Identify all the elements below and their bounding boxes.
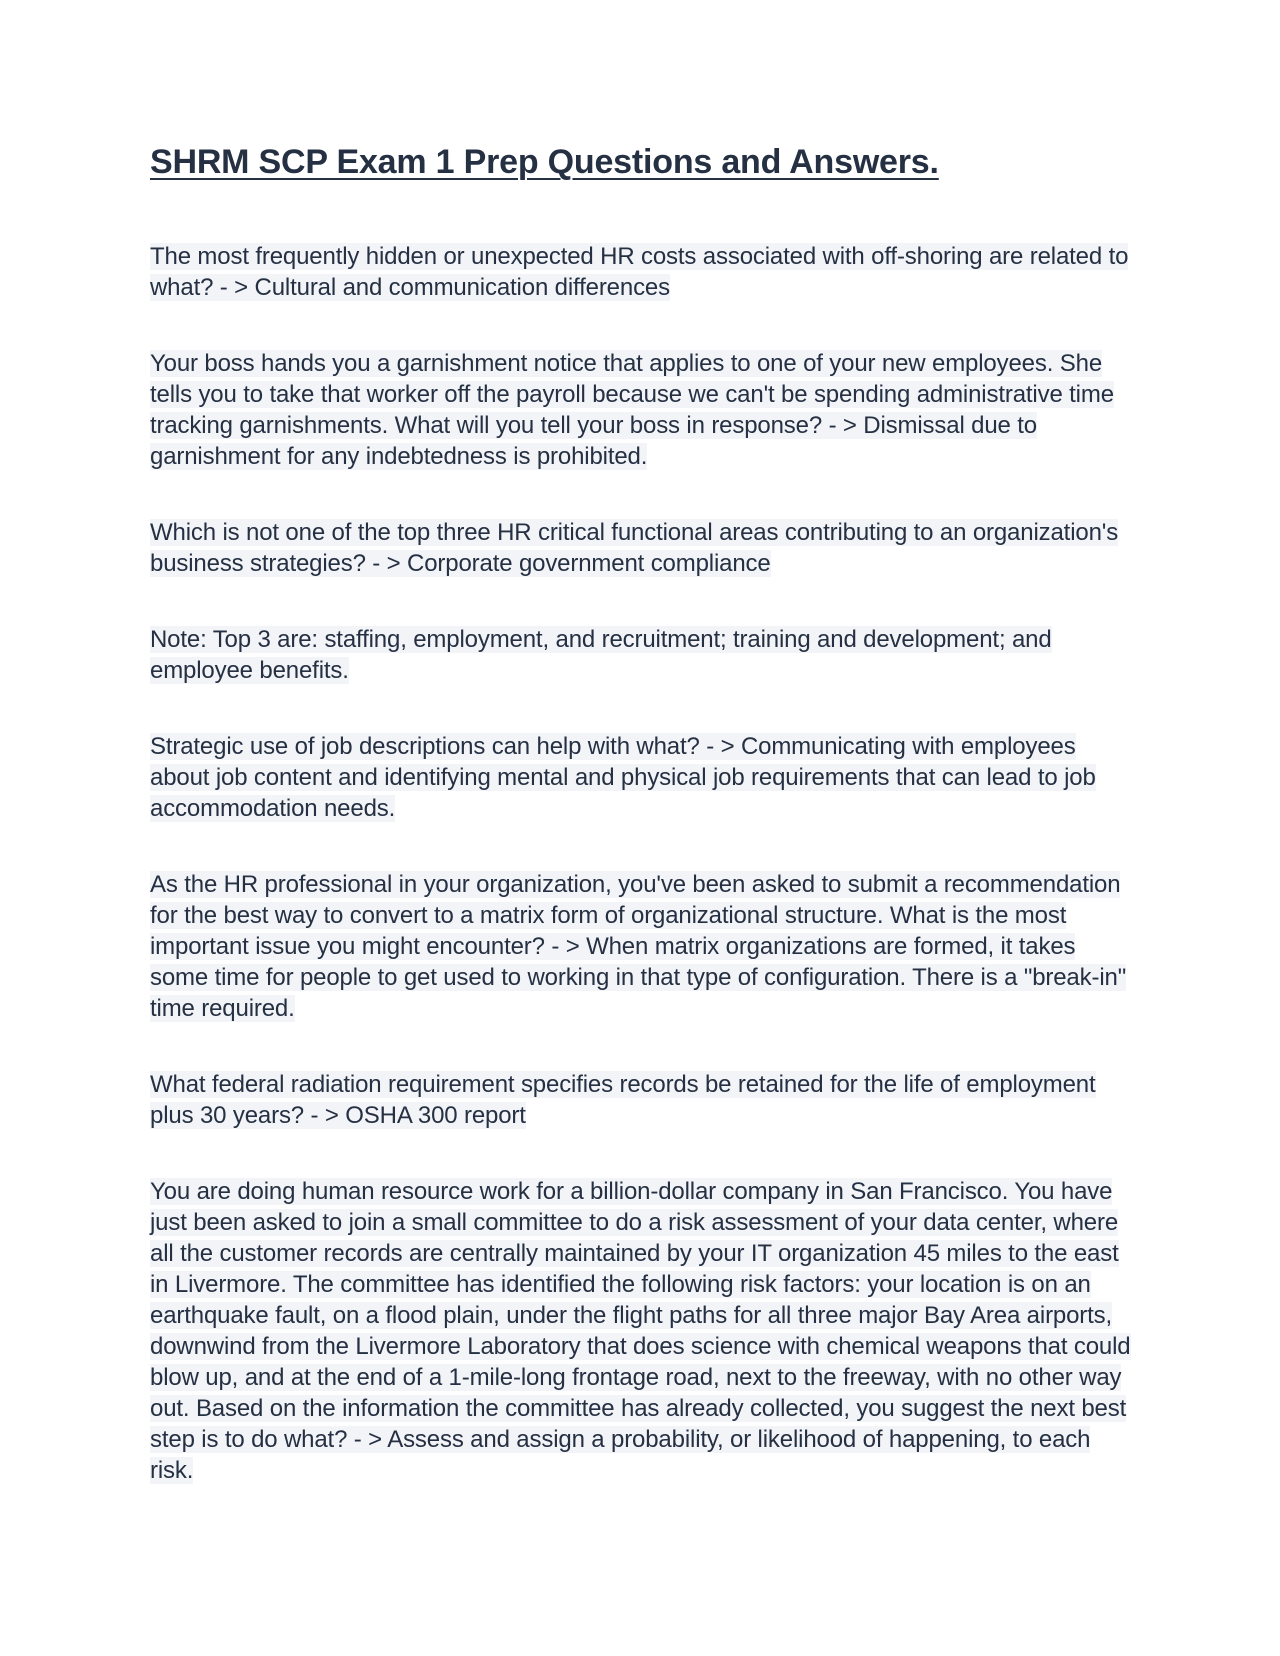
document-page bbox=[150, 142, 1135, 1531]
qa-text: You are doing human resource work for a billion-dollar company in San Francisco. You have just been asked to join a small committee to do a risk assessment of your data center, where all the customer records are centrally maintained by your IT organization 45 miles to the east in Livermore. The committee has identified the following risk factors: your location is on an earthquake fault, on a flood plain, under the flight paths for all three major Bay Area airports, downwind from the Livermore Laboratory that does science with chemical weapons that could blow up, and at the end of a 1-mile-long frontage road, next to the freeway, with no other way out. Based on the information the committee has already collected, you suggest the next best step is to do what? - > Assess and assign a probability, or likelihood of happening, to each risk. bbox=[150, 1177, 1131, 1484]
qa-text: What federal radiation requirement specifies records be retained for the life of employment plus 30 years? - > OSHA 300 report bbox=[150, 1070, 1096, 1129]
qa-paragraph bbox=[150, 1176, 1135, 1486]
qa-text: Which is not one of the top three HR critical functional areas contributing to an organization's business strategies? - > Corporate government compliance bbox=[150, 518, 1119, 577]
qa-text: Strategic use of job descriptions can help with what? - > Communicating with employees about job content and identifying mental and physical job requirements that can lead to job accommodation needs. bbox=[150, 732, 1096, 822]
qa-paragraph bbox=[150, 241, 1135, 303]
note-text: Note: Top 3 are: staffing, employment, and recruitment; training and development; and employee benefits. bbox=[150, 625, 1052, 684]
qa-text: Your boss hands you a garnishment notice that applies to one of your new employees. She tells you to take that worker off the payroll because we can't be spending administrative time tracking garnishments. What will you tell your boss in response? - > Dismissal due to garnishment for any indebtedness is prohibited. bbox=[150, 349, 1114, 470]
qa-paragraph bbox=[150, 1069, 1135, 1131]
qa-paragraph bbox=[150, 517, 1135, 579]
qa-paragraph bbox=[150, 731, 1135, 824]
qa-text: The most frequently hidden or unexpected HR costs associated with off-shoring are related to what? - > Cultural and communication differences bbox=[150, 242, 1129, 301]
note-paragraph bbox=[150, 624, 1135, 686]
qa-paragraph bbox=[150, 869, 1135, 1024]
document-title: SHRM SCP Exam 1 Prep Questions and Answers. bbox=[150, 143, 939, 181]
qa-paragraph bbox=[150, 348, 1135, 472]
qa-text: As the HR professional in your organization, you've been asked to submit a recommendation for the best way to convert to a matrix form of organizational structure. What is the most important issue you might encounter? - > When matrix organizations are formed, it takes some time for people to get used to working in that type of configuration. There is a "break-in" time required. bbox=[150, 870, 1127, 1022]
